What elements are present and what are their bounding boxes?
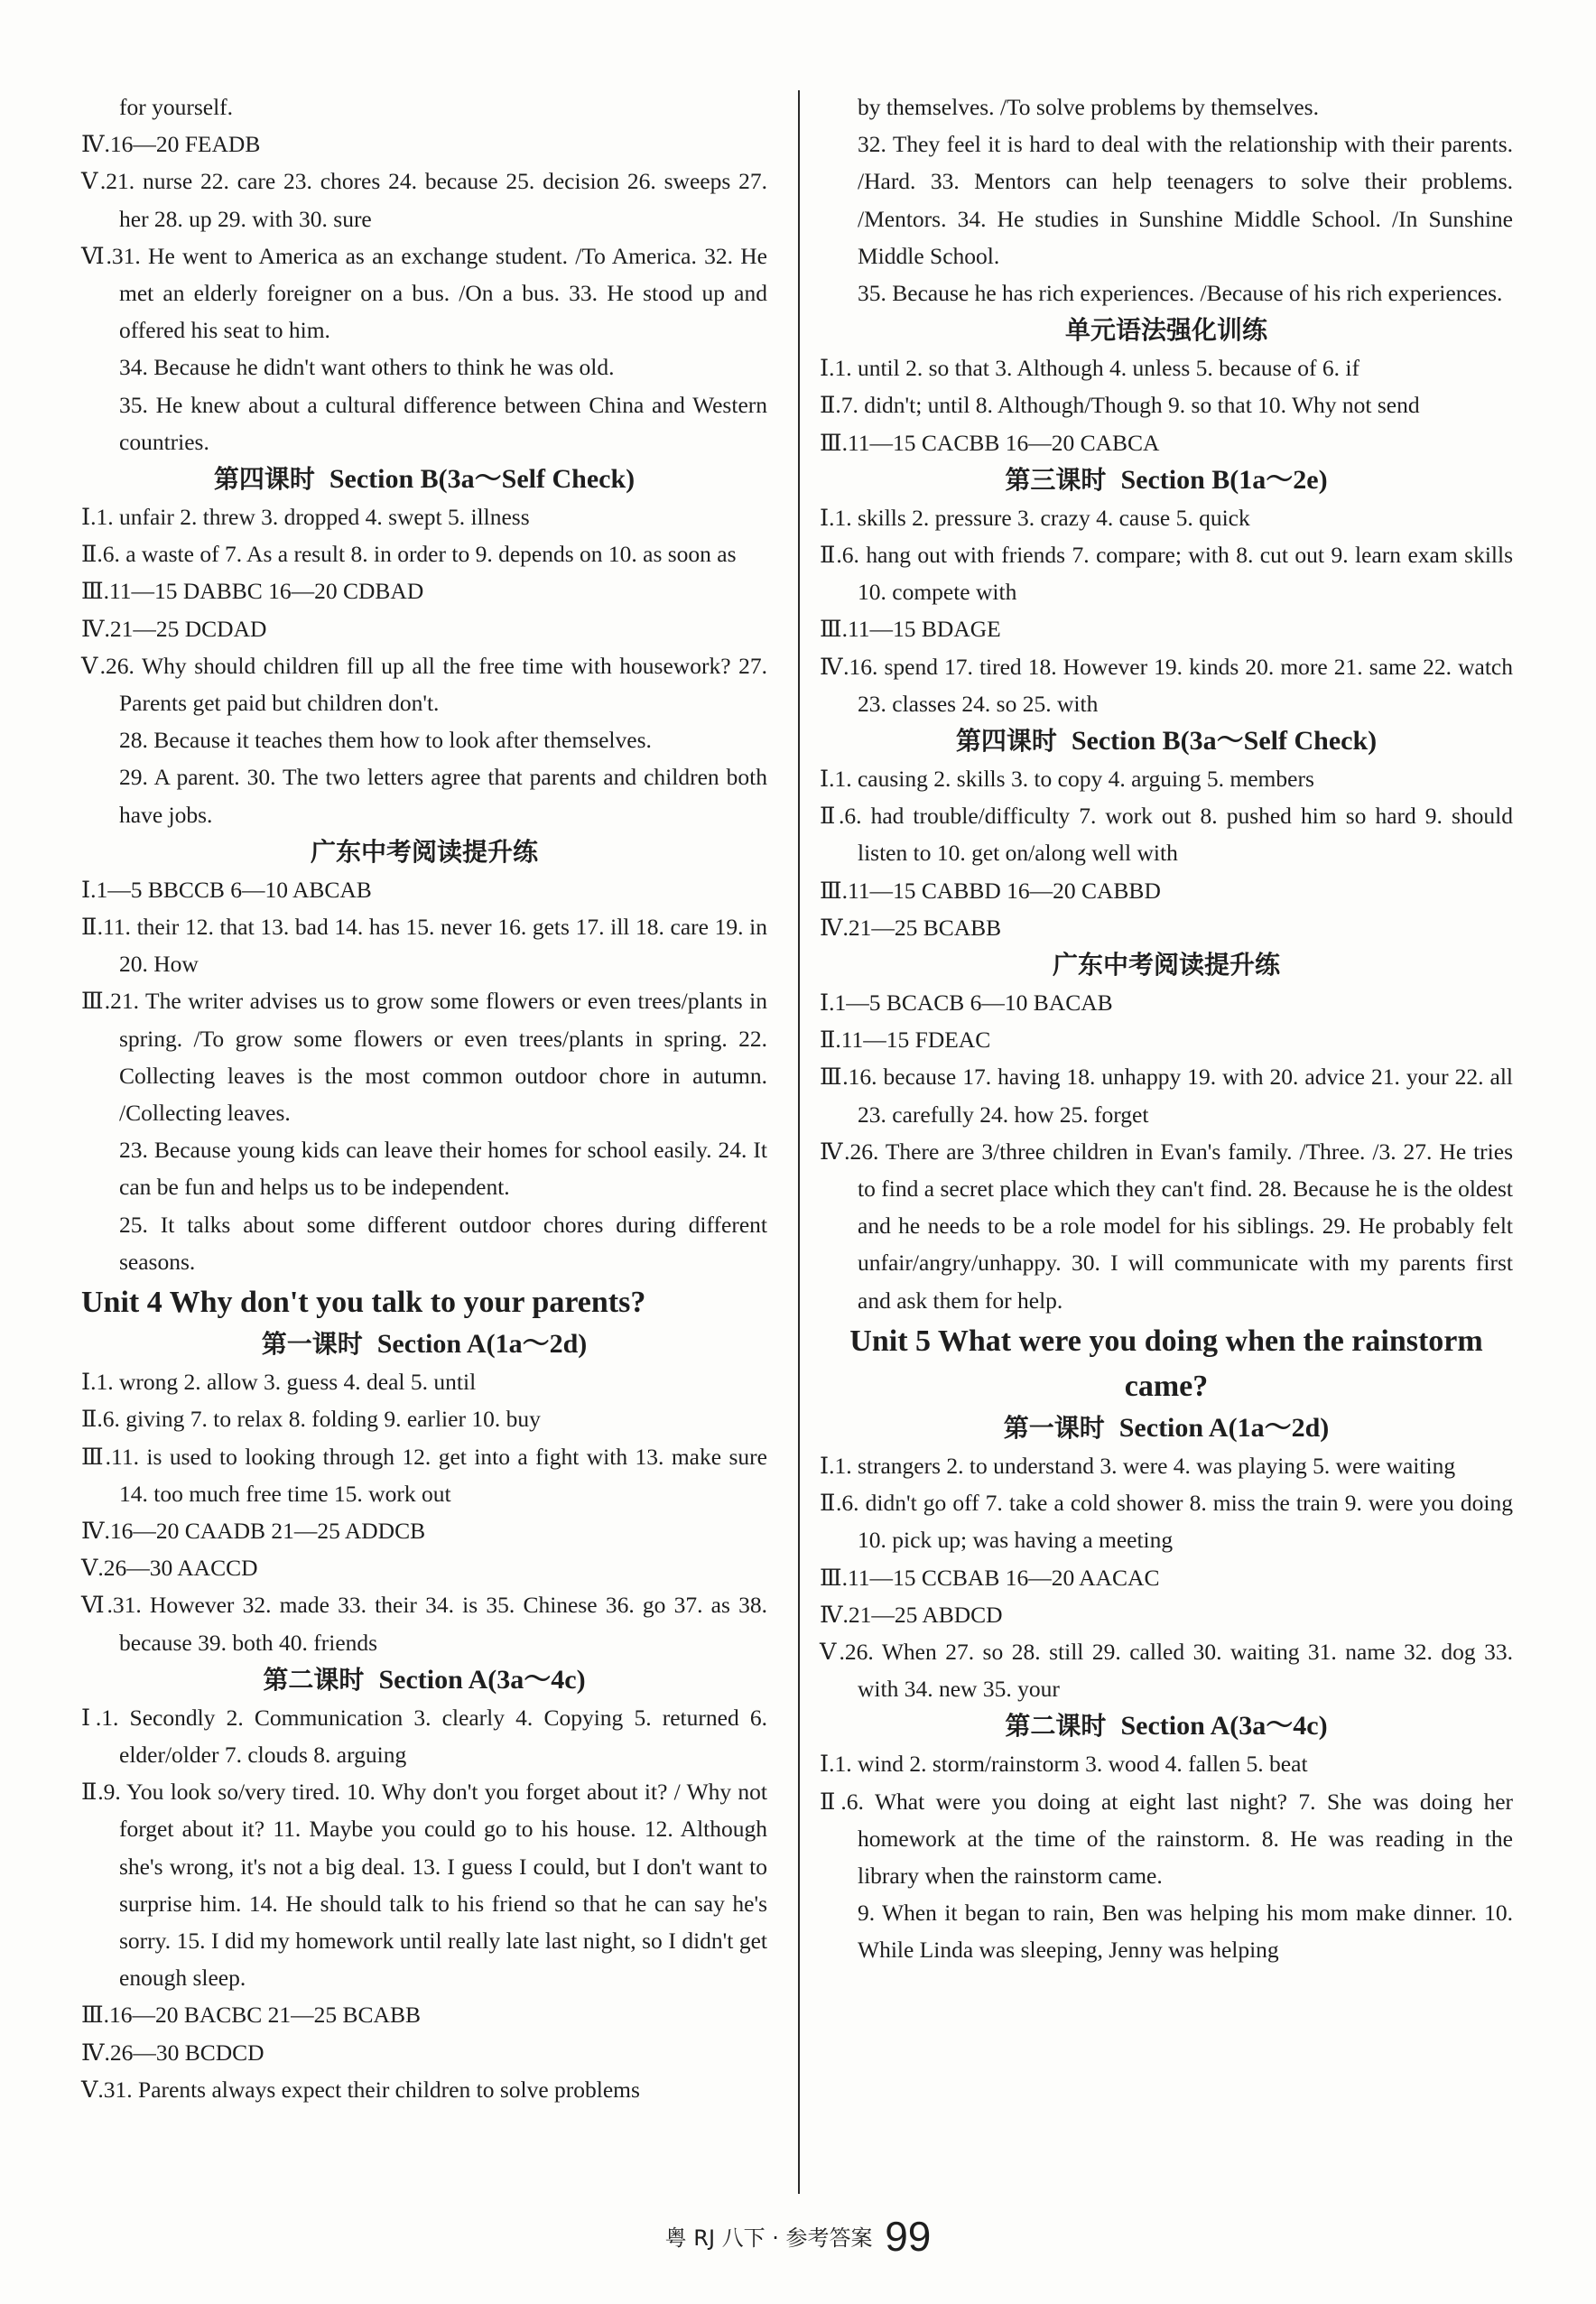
answer-line: Ⅲ.11—15 BDAGE [820, 616, 1001, 643]
answer-line: Ⅳ.16—20 CAADB 21—25 ADDCB [81, 1517, 426, 1544]
answer-line: Ⅱ.6. giving 7. to relax 8. folding 9. earlier 10. buy [81, 1406, 541, 1433]
answer-line: 29. A parent. 30. The two letters agree that parents and children both have jobs. [119, 764, 767, 828]
heading-label: 第四课时 [955, 726, 1057, 757]
answer-line: Ⅱ.11. their 12. that 13. bad 14. has 15. never 16. gets 17. ill 18. care 19. in 20. How [81, 914, 767, 978]
answer-line: Ⅵ.31. However 32. made 33. their 34. is 35. Chinese 36. go 37. as 38. because 39. both 40. friends [81, 1592, 767, 1656]
answer-line: Ⅱ.6. didn't go off 7. take a cold shower 8. miss the train 9. were you doing 10. pick up; was having a meeting [820, 1490, 1513, 1554]
answer-line: for yourself. [119, 94, 234, 120]
answer-line: Ⅳ.21—25 ABDCD [820, 1601, 1003, 1628]
answer-line: Ⅳ.21—25 DCDAD [81, 615, 267, 642]
answer-line: 35. Because he has rich experiences. /Because of his rich experiences. [858, 280, 1503, 307]
answer-line: Ⅳ.21—25 BCABB [820, 914, 1002, 941]
answer-line: Ⅲ.16. because 17. having 18. unhappy 19. with 20. advice 21. your 22. all 23. carefully 24. how 25. forget [820, 1064, 1513, 1128]
heading-label: 第三课时 [1005, 464, 1107, 495]
answer-line: Ⅲ.11—15 CACBB 16—20 CABCA [820, 429, 1160, 456]
heading-label: 广东中考阅读提升练 [310, 836, 538, 867]
answer-line: Ⅰ.1. wrong 2. allow 3. guess 4. deal 5. until [81, 1369, 477, 1396]
answer-line: Ⅰ.1. until 2. so that 3. Although 4. unless 5. because of 6. if [820, 355, 1359, 382]
answer-line: Ⅱ.6. a waste of 7. As a result 8. in order to 9. depends on 10. as soon as [81, 541, 737, 568]
heading-label: 广东中考阅读提升练 [1052, 950, 1280, 980]
heading-label: 单元语法强化训练 [1064, 315, 1267, 346]
answer-line: Ⅱ.6. hang out with friends 7. compare; with 8. cut out 9. learn exam skills 10. compete with [820, 542, 1513, 606]
answer-line: Ⅱ.7. didn't; until 8. Although/Though 9. so that 10. Why not send [820, 392, 1420, 419]
heading-section: Section B(3a～Self Check) [1071, 726, 1378, 757]
section-heading [820, 1409, 1513, 1447]
answer-line: 28. Because it teaches them how to look after themselves. [119, 727, 652, 754]
answer-line: Ⅲ.11. is used to looking through 12. get into a fight with 13. make sure 14. too much free time 15. work out [81, 1443, 767, 1507]
unit-title: Unit 4 Why don't you talk to your parents? [81, 1286, 646, 1320]
heading-section: Section A(3a～4c) [378, 1664, 586, 1695]
answer-line: Ⅰ.1. skills 2. pressure 3. crazy 4. cause 5. quick [820, 504, 1250, 531]
answer-line: Ⅰ.1. Secondly 2. Communication 3. clearly 4. Copying 5. returned 6. elder/older 7. clouds 8. arguing [81, 1704, 767, 1768]
heading-section: Section B(3a～Self Check) [329, 464, 636, 495]
answer-line: Ⅴ.21. nurse 22. care 23. chores 24. because 25. decision 26. sweeps 27. her 28. up 29. with 30. sure [81, 168, 767, 232]
section-heading [820, 1707, 1513, 1745]
section-heading [81, 1325, 767, 1363]
heading-label: 第四课时 [213, 464, 315, 495]
answer-line: Ⅳ.26. There are 3/three children in Evan's family. /Three. /3. 27. He tries to find a secret place which they can't find. 28. Because he is the oldest and he needs to be a role model for his siblings. 29. He probably felt unfair/angry/unhappy. 30. I will communicate with my parents first and ask them for help. [820, 1138, 1513, 1314]
answer-line: Ⅱ.6. What were you doing at eight last night? 7. She was doing her homework at the time of the rainstorm. 8. He was reading in the library when the rainstorm came. [820, 1788, 1513, 1889]
answer-line: Ⅲ.16—20 BACBC 21—25 BCABB [81, 2002, 421, 2029]
section-heading [81, 460, 767, 498]
page-footer [0, 2212, 1596, 2261]
heading-section: Section A(3a～4c) [1120, 1711, 1328, 1742]
right-column [820, 88, 1513, 1969]
answer-line: Ⅰ.1. causing 2. skills 3. to copy 4. arguing 5. members [820, 766, 1314, 793]
answer-line: 34. Because he didn't want others to think he was old. [119, 354, 615, 381]
answer-line: Ⅳ.16. spend 17. tired 18. However 19. kinds 20. more 21. same 22. watch 23. classes 24. so 25. with [820, 653, 1513, 717]
answer-line: Ⅰ.1. strangers 2. to understand 3. were 4. was playing 5. were waiting [820, 1452, 1456, 1479]
answer-line: Ⅰ.1. wind 2. storm/rainstorm 3. wood 4. fallen 5. beat [820, 1751, 1308, 1778]
section-heading [820, 311, 1513, 349]
answer-line: Ⅳ.26—30 BCDCD [81, 2039, 264, 2066]
section-heading [820, 461, 1513, 499]
answer-line: Ⅴ.31. Parents always expect their children to solve problems [81, 2076, 640, 2103]
answer-line: Ⅰ.1. unfair 2. threw 3. dropped 4. swept 5. illness [81, 504, 530, 531]
heading-label: 第一课时 [261, 1329, 363, 1360]
unit-title: Unit 5 What were you doing when the rainstorm came? [849, 1324, 1483, 1403]
section-heading [81, 1661, 767, 1699]
heading-section: Section B(1a～2e) [1120, 464, 1328, 495]
answer-line: Ⅲ.21. The writer advises us to grow some flowers or even trees/plants in spring. /To grow some flowers or even trees/plants in spring. 22. Collecting leaves is the most common outdoor chore in autumn. /Collecting leaves. [81, 988, 767, 1127]
heading-label: 第一课时 [1003, 1412, 1105, 1443]
heading-label: 第二课时 [1005, 1711, 1107, 1742]
heading-section: Section A(1a～2d) [376, 1329, 588, 1360]
answer-line: Ⅴ.26—30 AACCD [81, 1555, 258, 1582]
left-column [81, 88, 767, 2108]
answer-line: Ⅱ.6. had trouble/difficulty 7. work out 8. pushed him so hard 9. should listen to 10. get on/along well with [820, 803, 1513, 867]
heading-section: Section A(1a～2d) [1118, 1412, 1330, 1443]
answer-line: 25. It talks about some different outdoor chores during different seasons. [119, 1211, 767, 1275]
column-divider [798, 90, 800, 2194]
section-heading [81, 833, 767, 871]
footer-label: 粤 RJ 八下 · 参考答案 [664, 2225, 873, 2251]
answer-line: Ⅰ.1—5 BBCCB 6—10 ABCAB [81, 876, 372, 903]
answer-line: by themselves. /To solve problems by themselves. [858, 94, 1319, 120]
answer-line: Ⅳ.16—20 FEADB [81, 131, 261, 158]
answer-line: Ⅱ.9. You look so/very tired. 10. Why don't you forget about it? / Why not forget about it? 11. Maybe you could go to his house. 12. Although she's wrong, it's not a big deal. 13. I guess I could, but I don't want to surprise him. 14. He should talk to his friend so that he can say he's sorry. 15. I did my homework until really late last night, so I didn't get enough sleep. [81, 1779, 767, 1992]
answer-line: Ⅴ.26. Why should children fill up all the free time with housework? 27. Parents get paid but children don't. [81, 652, 767, 717]
section-heading [820, 722, 1513, 760]
answer-line: Ⅲ.11—15 CCBAB 16—20 AACAC [820, 1564, 1160, 1591]
answer-line: Ⅰ.1—5 BCACB 6—10 BACAB [820, 989, 1113, 1017]
answer-line: 9. When it began to rain, Ben was helping his mom make dinner. 10. While Linda was sleeping, Jenny was helping [858, 1900, 1513, 1964]
heading-label: 第二课时 [263, 1664, 365, 1695]
answer-line: 32. They feel it is hard to deal with the relationship with their parents. /Hard. 33. Mentors can help teenagers to solve their problems. /Mentors. 34. He studies in Sunshine Middle School. /In Sunshine Middle School. [858, 131, 1513, 269]
answer-line: Ⅱ.11—15 FDEAC [820, 1027, 991, 1054]
answer-line: Ⅵ.31. He went to America as an exchange student. /To America. 32. He met an elderly foreigner on a bus. /On a bus. 33. He stood up and offered his seat to him. [81, 242, 767, 344]
answer-line: 35. He knew about a cultural difference between China and Western countries. [119, 391, 767, 455]
answer-line: Ⅲ.11—15 CABBD 16—20 CABBD [820, 877, 1161, 904]
answer-line: 23. Because young kids can leave their homes for school easily. 24. It can be fun and helps us to be independent. [119, 1137, 767, 1201]
answer-line: Ⅴ.26. When 27. so 28. still 29. called 30. waiting 31. name 32. dog 33. with 34. new 35. your [820, 1638, 1513, 1703]
page-number: 99 [885, 2213, 932, 2260]
answer-line: Ⅲ.11—15 DABBC 16—20 CDBAD [81, 578, 424, 605]
section-heading [820, 946, 1513, 984]
